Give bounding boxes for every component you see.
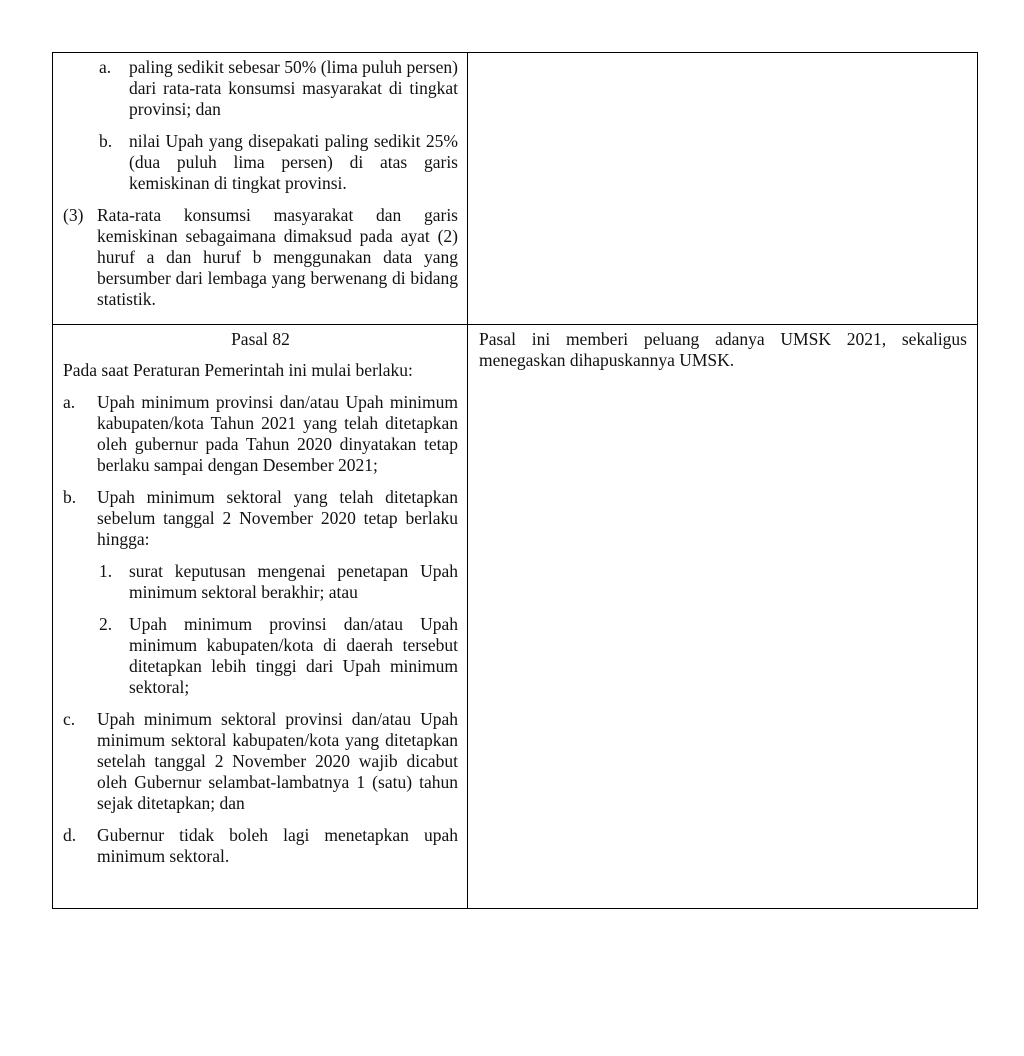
sub-list-item (99, 614, 458, 698)
item-marker: a. (63, 392, 76, 412)
item-marker: c. (63, 709, 76, 729)
list-item (99, 131, 458, 194)
commentary-cell (468, 325, 978, 909)
list-item (99, 57, 458, 120)
item-marker: 2. (99, 614, 113, 634)
paragraph-marker: (3) (63, 205, 84, 225)
sub-list-item (99, 561, 458, 603)
article-intro: Pada saat Peraturan Pemerintah ini mulai berlaku: (63, 360, 413, 380)
item-text: Upah minimum sektoral provinsi dan/atau Upah minimum sektoral kabupaten/kota yang ditetapkan setelah tanggal 2 November 2020 wajib dicabut oleh Gubernur selambat-lambatnya 1 (satu) tahun sejak ditetapkan; dan (97, 709, 458, 813)
regulation-cell (53, 325, 468, 909)
item-marker: 1. (99, 561, 113, 581)
table-row (53, 53, 978, 325)
list-item (63, 392, 458, 476)
item-marker: b. (63, 487, 77, 507)
item-text: Upah minimum provinsi dan/atau Upah minimum kabupaten/kota Tahun 2021 yang telah ditetapkan oleh gubernur pada Tahun 2020 dinyatakan tetap berlaku sampai dengan Desember 2021; (97, 392, 458, 475)
list-item (63, 825, 458, 867)
item-text: nilai Upah yang disepakati paling sedikit 25% (dua puluh lima persen) di atas garis kemiskinan di tingkat provinsi. (129, 131, 458, 193)
item-text: surat keputusan mengenai penetapan Upah minimum sektoral berakhir; atau (129, 561, 458, 602)
item-text: Upah minimum provinsi dan/atau Upah minimum kabupaten/kota di daerah tersebut ditetapkan lebih tinggi dari Upah minimum sektoral; (129, 614, 458, 697)
paragraph-text: Rata-rata konsumsi masyarakat dan garis kemiskinan sebagaimana dimaksud pada ayat (2) huruf a dan huruf b menggunakan data yang bersumber dari lembaga yang berwenang di bidang statistik. (97, 205, 458, 309)
item-marker: b. (99, 131, 113, 151)
item-text: paling sedikit sebesar 50% (lima puluh persen) dari rata-rata konsumsi masyarakat di tingkat provinsi; dan (129, 57, 458, 119)
item-marker: d. (63, 825, 77, 845)
table-row (53, 325, 978, 909)
list-item (63, 487, 458, 550)
regulation-cell (53, 53, 468, 325)
item-text: Upah minimum sektoral yang telah ditetapkan sebelum tanggal 2 November 2020 tetap berlaku hingga: (97, 487, 458, 549)
list-item (63, 709, 458, 814)
article-heading: Pasal 82 (231, 329, 290, 349)
commentary-cell-empty (468, 53, 978, 325)
commentary-text: Pasal ini memberi peluang adanya UMSK 2021, sekaligus menegaskan dihapuskannya UMSK. (479, 329, 967, 370)
document-table (52, 52, 978, 909)
item-marker: a. (99, 57, 112, 77)
paragraph-3 (63, 205, 458, 310)
item-text: Gubernur tidak boleh lagi menetapkan upah minimum sektoral. (97, 825, 458, 866)
